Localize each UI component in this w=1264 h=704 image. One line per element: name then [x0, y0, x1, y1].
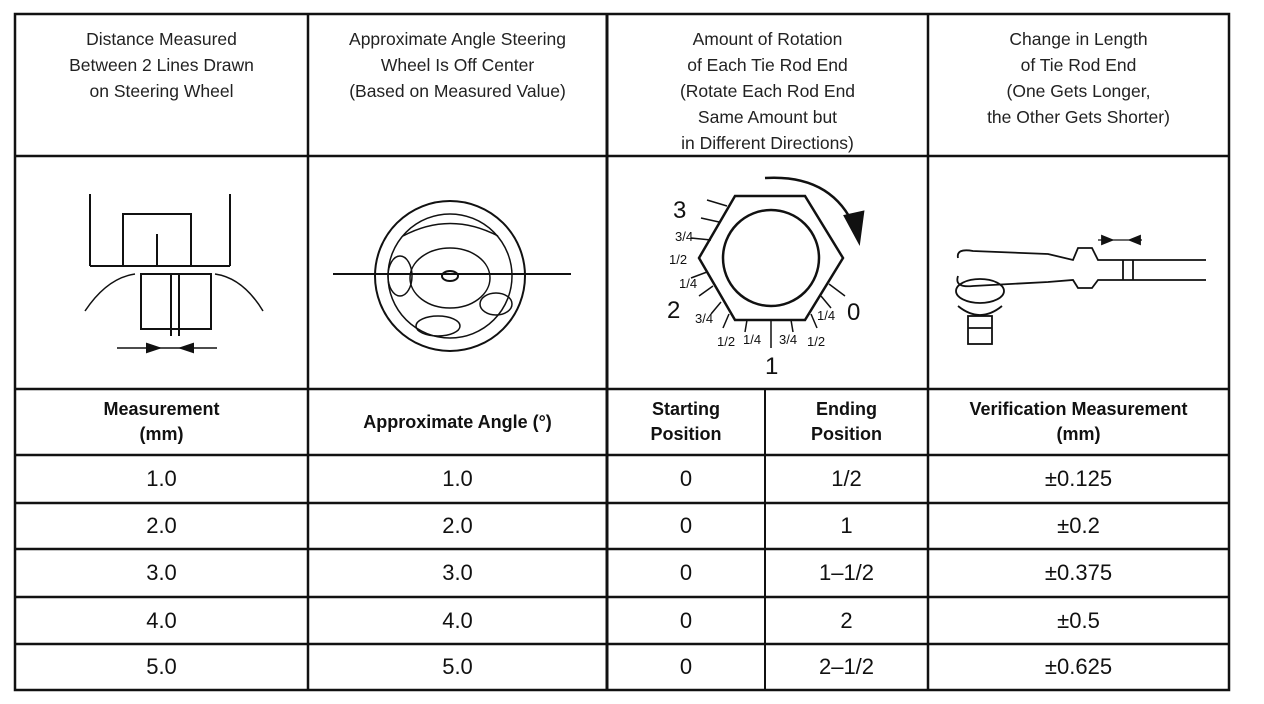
table-cell-measurement: 4.0 [146, 607, 177, 633]
table-cell-angle: 3.0 [442, 560, 473, 585]
header-amount-of-rotation: Amount of Rotation of Each Tie Rod End (Rotate Each Rod End Same Amount but in Different Directions) [679, 29, 856, 153]
table-cell-verification: ±0.625 [1044, 654, 1113, 679]
table-cell-start: 0 [679, 654, 693, 679]
subheader-measurement: Measurement (mm) [103, 399, 220, 444]
table-cell-measurement: 1.0 [146, 466, 177, 491]
table-cell-angle: 5.0 [442, 654, 473, 679]
table-cell-measurement: 3.0 [146, 560, 177, 585]
mark-fraction: 1/4 [817, 308, 836, 323]
table-cell-start: 0 [679, 513, 693, 538]
header-change-in-length: Change in Length of Tie Rod End (One Gets Longer, the Other Gets Shorter) [987, 29, 1170, 127]
table-cell-start: 0 [679, 466, 693, 491]
subheader-verification: Verification Measurement (mm) [969, 399, 1188, 444]
table-cell-end: 2–1/2 [818, 654, 875, 679]
mark-fraction: 1/4 [743, 332, 762, 347]
table-cell-end: 2 [840, 607, 853, 633]
mark-fraction: 3/4 [779, 332, 798, 347]
subheader-starting-position: Starting Position [650, 399, 722, 444]
table-cell-verification: ±0.5 [1057, 607, 1100, 633]
mark-fraction: 3/4 [675, 229, 694, 244]
table-cell-end: 1–1/2 [818, 560, 875, 585]
header-distance-measured: Distance Measured Between 2 Lines Drawn on Steering Wheel [69, 29, 254, 101]
table-cell-end: 1 [840, 513, 853, 538]
mark-fraction: 1/2 [669, 252, 688, 267]
mark-fraction: 1/2 [807, 334, 826, 349]
table-cell-verification: ±0.2 [1057, 513, 1100, 538]
table-cell-end: 1/2 [831, 466, 862, 491]
subheader-approximate-angle: Approximate Angle (°) [363, 411, 552, 432]
steering-wheel-lines-illustration [15, 156, 308, 389]
mark-0: 0 [847, 299, 861, 326]
table-cell-start: 0 [679, 560, 693, 585]
mark-1: 1 [765, 353, 779, 380]
mark-fraction: 1/4 [679, 276, 698, 291]
tie-rod-end-illustration [928, 156, 1229, 389]
header-approximate-angle: Approximate Angle Steering Wheel Is Off Center (Based on Measured Value) [349, 29, 566, 101]
mark-fraction: 3/4 [695, 311, 714, 326]
steering-wheel-angle-illustration [308, 156, 607, 389]
table-cell-measurement: 2.0 [146, 513, 177, 538]
table-cell-angle: 2.0 [442, 513, 473, 538]
table-cell-angle: 1.0 [442, 466, 473, 491]
subheader-ending-position: Ending Position [811, 399, 882, 444]
table-cell-measurement: 5.0 [146, 654, 177, 679]
mark-fraction: 1/2 [717, 334, 736, 349]
tie-rod-rotation-illustration [607, 156, 928, 389]
table-cell-start: 0 [679, 607, 693, 633]
mark-2: 2 [667, 297, 681, 324]
mark-3: 3 [673, 197, 687, 224]
table-cell-angle: 4.0 [442, 607, 473, 633]
table-cell-verification: ±0.375 [1044, 560, 1113, 585]
table-cell-verification: ±0.125 [1044, 466, 1113, 491]
